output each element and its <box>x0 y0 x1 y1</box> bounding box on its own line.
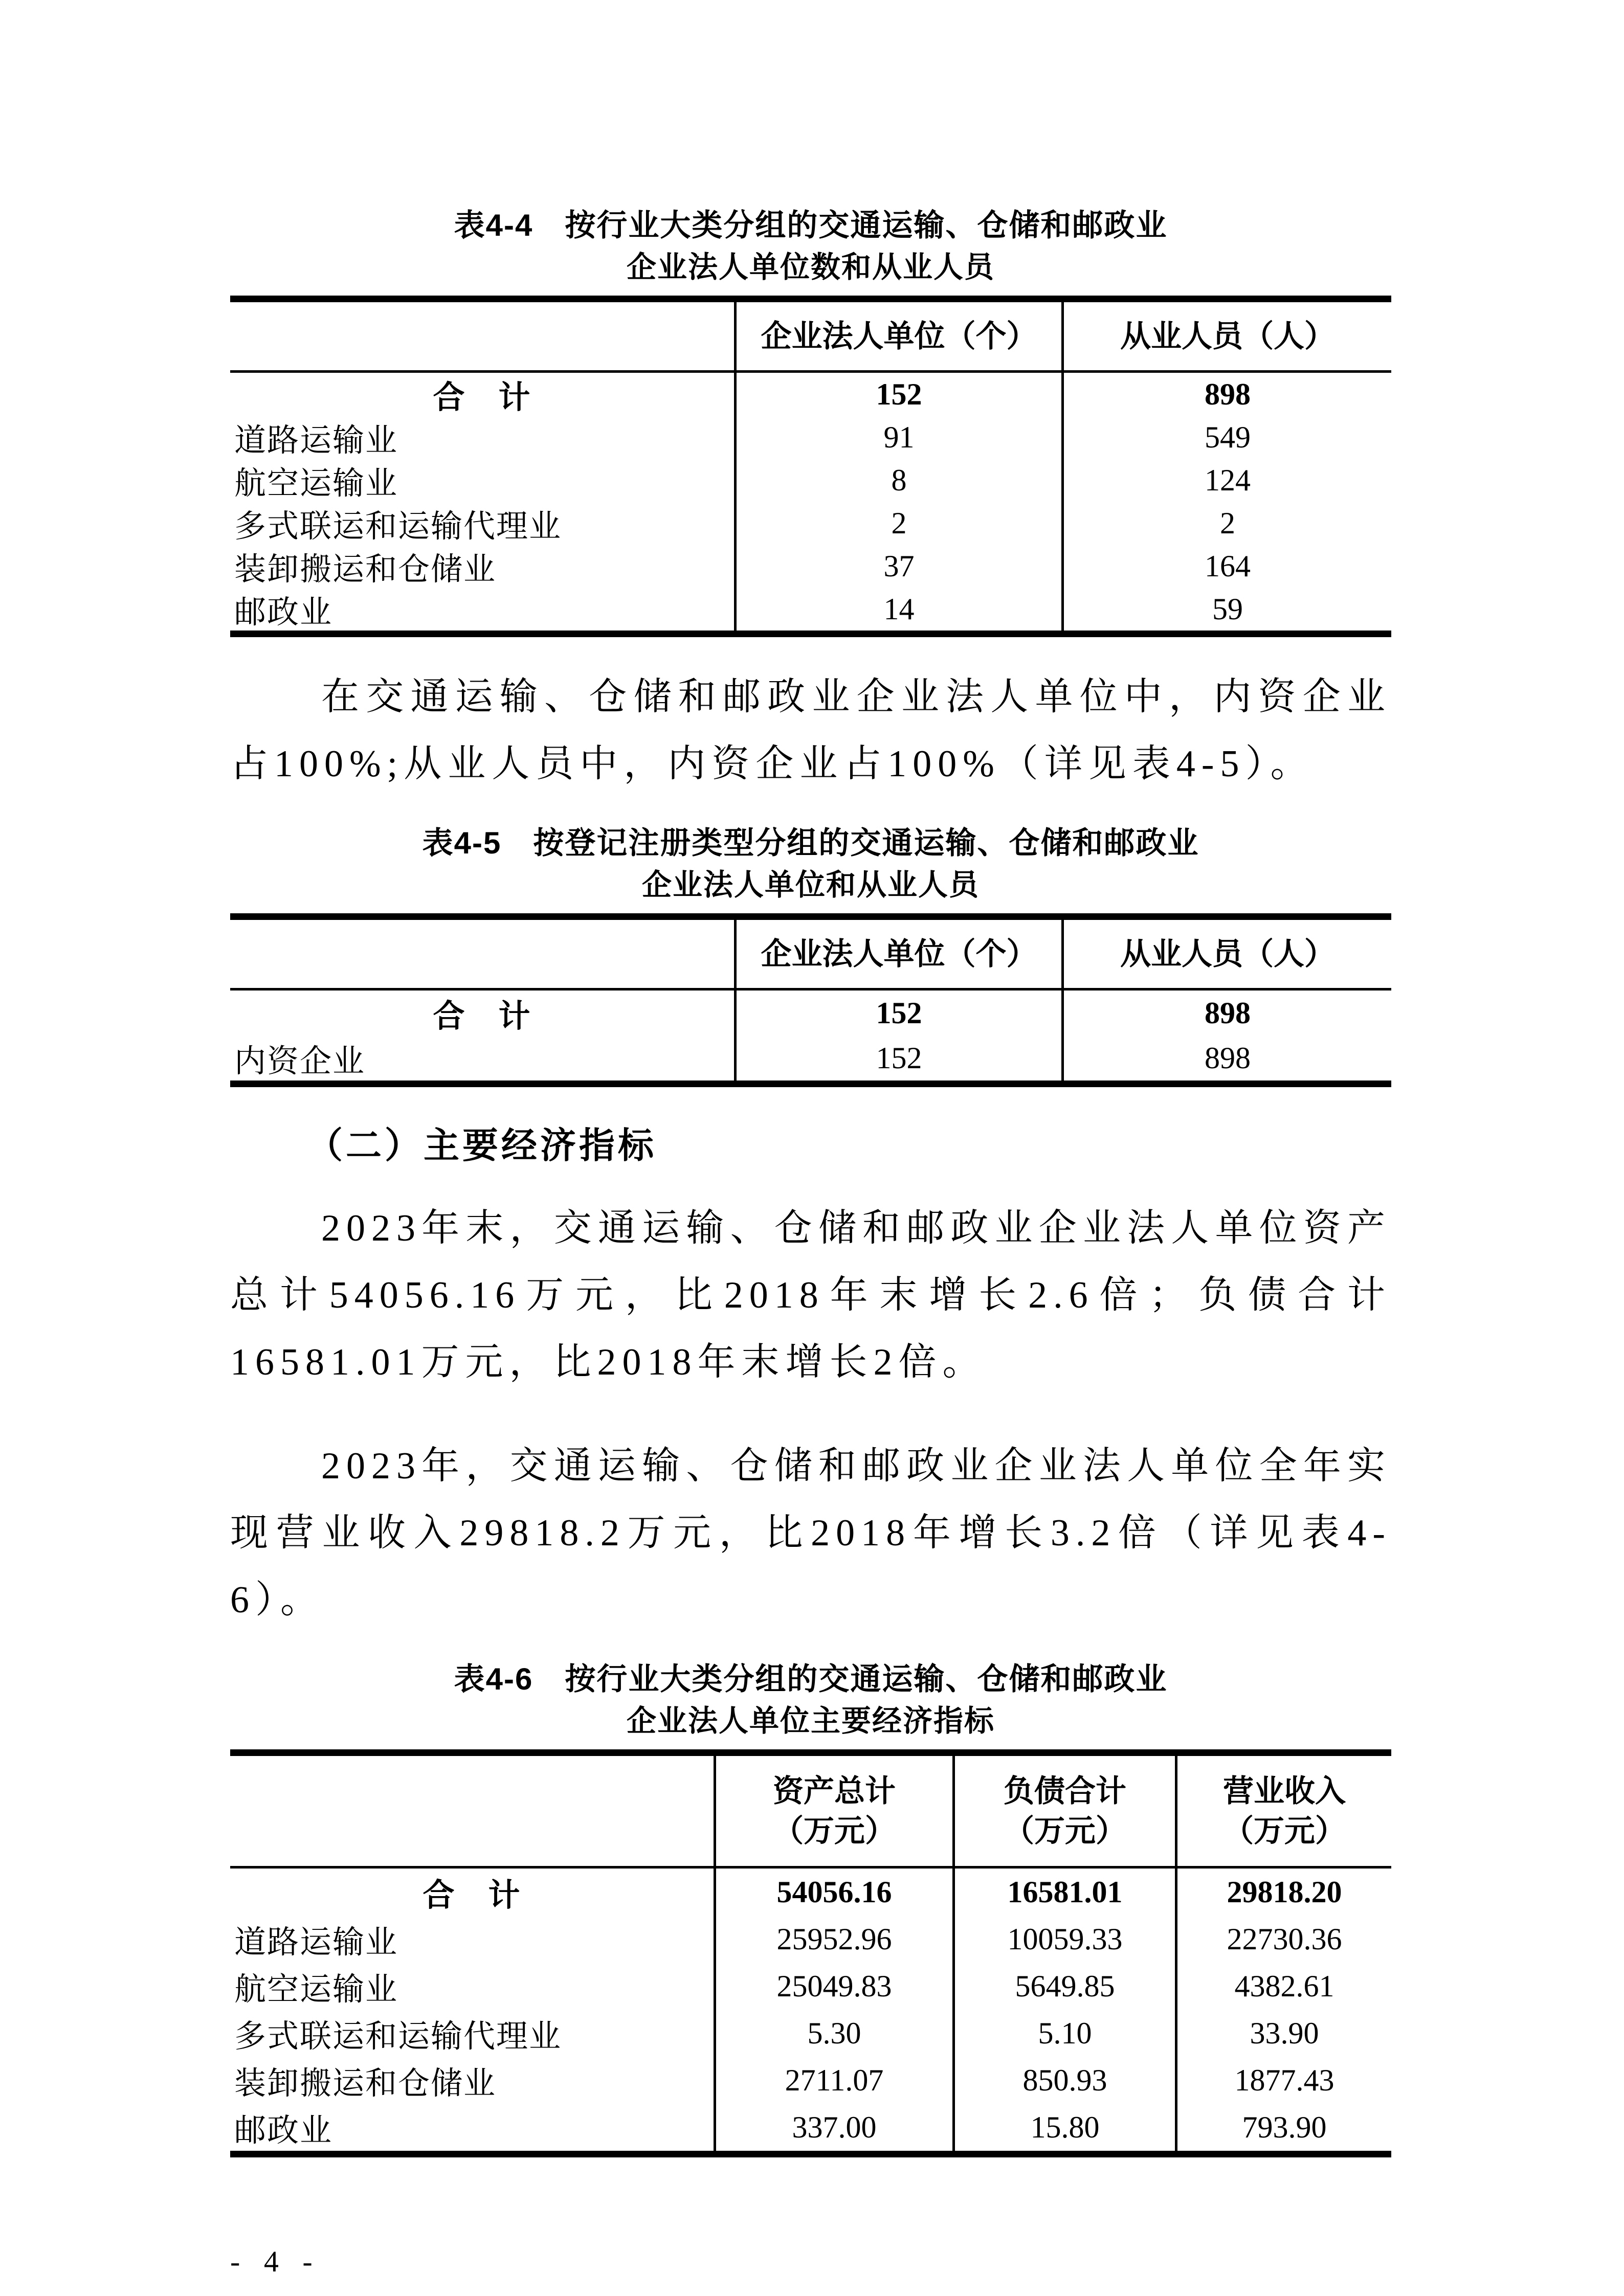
column-header: 从业人员（人） <box>1061 920 1391 991</box>
cell-value: 5649.85 <box>952 1963 1175 2010</box>
column-header <box>952 1756 1175 1869</box>
table-4-4 <box>230 296 1391 637</box>
column-header-unit: （万元） <box>773 1813 896 1848</box>
cell-value: 2 <box>734 502 1061 545</box>
table-4-5 <box>230 913 1391 1087</box>
cell-value: 5.10 <box>952 2010 1175 2057</box>
cell-value: 898 <box>1061 373 1391 416</box>
row-label: 多式联运和运输代理业 <box>234 2019 562 2054</box>
column-header-unit: （万元） <box>1004 1813 1126 1848</box>
table-4-6-title-line2: 企业法人单位主要经济指标 <box>626 1704 995 1738</box>
paragraph-domestic-share: 在交通运输、仓储和邮政业企业法人单位中，内资企业占100%;从业人员中，内资企业占100%（详见表4-5）。 <box>230 676 1391 785</box>
cell-value: 37 <box>734 545 1061 588</box>
cell-value: 33.90 <box>1175 2010 1391 2057</box>
cell-value: 54056.16 <box>714 1869 952 1916</box>
cell-value: 14 <box>734 588 1061 631</box>
cell-value: 124 <box>1061 459 1391 502</box>
cell-value: 25952.96 <box>714 1916 952 1963</box>
cell-value: 152 <box>734 1036 1061 1081</box>
column-header: 从业人员（人） <box>1061 302 1391 373</box>
row-label: 合 计 <box>433 999 531 1034</box>
cell-value: 2711.07 <box>714 2057 952 2104</box>
cell-value: 16581.01 <box>952 1869 1175 1916</box>
table-4-4-title-line2: 企业法人单位数和从业人员 <box>626 251 995 284</box>
cell-value: 898 <box>1061 991 1391 1036</box>
table-header-corner <box>230 920 734 991</box>
row-label: 内资企业 <box>234 1044 366 1079</box>
column-header: 企业法人单位（个） <box>734 302 1061 373</box>
cell-value: 10059.33 <box>952 1916 1175 1963</box>
cell-value: 152 <box>734 373 1061 416</box>
cell-value: 59 <box>1061 588 1391 631</box>
table-header-corner <box>230 1756 714 1869</box>
table-4-5-title <box>230 822 1391 906</box>
table-4-6-title <box>230 1658 1391 1742</box>
column-header-label: 营业收入 <box>1223 1773 1346 1808</box>
table-4-4-title-line1: 表4-4 按行业大类分组的交通运输、仓储和邮政业 <box>454 208 1168 242</box>
table-4-5-title-line2: 企业法人单位和从业人员 <box>641 868 980 902</box>
row-label: 合 计 <box>433 380 531 415</box>
cell-value: 22730.36 <box>1175 1916 1391 1963</box>
table-4-5-title-line1: 表4-5 按登记注册类型分组的交通运输、仓储和邮政业 <box>422 826 1199 860</box>
paragraph-assets-liabilities: 2023年末，交通运输、仓储和邮政业企业法人单位资产总计54056.16万元，比2018年末增长2.6倍；负债合计16581.01万元，比2018年末增长2倍。 <box>230 1207 1391 1383</box>
table-4-6 <box>230 1749 1391 2157</box>
row-label: 装卸搬运和仓储业 <box>234 552 497 587</box>
cell-value: 164 <box>1061 545 1391 588</box>
table-4-5-block <box>230 822 1391 1087</box>
cell-value: 8 <box>734 459 1061 502</box>
table-4-4-block <box>230 205 1391 637</box>
column-header <box>1175 1756 1391 1869</box>
cell-value: 1877.43 <box>1175 2057 1391 2104</box>
column-header: 企业法人单位（个） <box>734 920 1061 991</box>
column-header <box>714 1756 952 1869</box>
cell-value: 29818.20 <box>1175 1869 1391 1916</box>
table-4-6-block <box>230 1658 1391 2157</box>
cell-value: 5.30 <box>714 2010 952 2057</box>
table-header-corner <box>230 302 734 373</box>
table-4-6-title-line1: 表4-6 按行业大类分组的交通运输、仓储和邮政业 <box>454 1662 1168 1696</box>
column-header-unit: （万元） <box>1223 1813 1346 1848</box>
cell-value: 337.00 <box>714 2104 952 2151</box>
cell-value: 91 <box>734 416 1061 459</box>
page-number: - 4 - <box>230 2245 321 2278</box>
row-label: 装卸搬运和仓储业 <box>234 2066 497 2101</box>
cell-value: 15.80 <box>952 2104 1175 2151</box>
section-heading: （二）主要经济指标 <box>307 1127 657 1166</box>
row-label: 航空运输业 <box>234 466 398 501</box>
row-label: 道路运输业 <box>234 1925 398 1960</box>
row-label: 航空运输业 <box>234 1972 398 2007</box>
cell-value: 2 <box>1061 502 1391 545</box>
cell-value: 850.93 <box>952 2057 1175 2104</box>
row-label: 邮政业 <box>234 2113 333 2148</box>
row-label: 邮政业 <box>234 595 333 630</box>
column-header-label: 资产总计 <box>773 1773 896 1808</box>
row-label: 道路运输业 <box>234 423 398 458</box>
cell-value: 898 <box>1061 1036 1391 1081</box>
table-4-4-title <box>230 205 1391 288</box>
cell-value: 152 <box>734 991 1061 1036</box>
cell-value: 4382.61 <box>1175 1963 1391 2010</box>
paragraph-revenue: 2023年，交通运输、仓储和邮政业企业法人单位全年实现营业收入29818.2万元，比2018年增长3.2倍（详见表4-6）。 <box>230 1445 1391 1621</box>
cell-value: 549 <box>1061 416 1391 459</box>
cell-value: 793.90 <box>1175 2104 1391 2151</box>
cell-value: 25049.83 <box>714 1963 952 2010</box>
column-header-label: 负债合计 <box>1004 1773 1126 1808</box>
row-label: 合 计 <box>422 1878 521 1913</box>
row-label: 多式联运和运输代理业 <box>234 509 562 544</box>
